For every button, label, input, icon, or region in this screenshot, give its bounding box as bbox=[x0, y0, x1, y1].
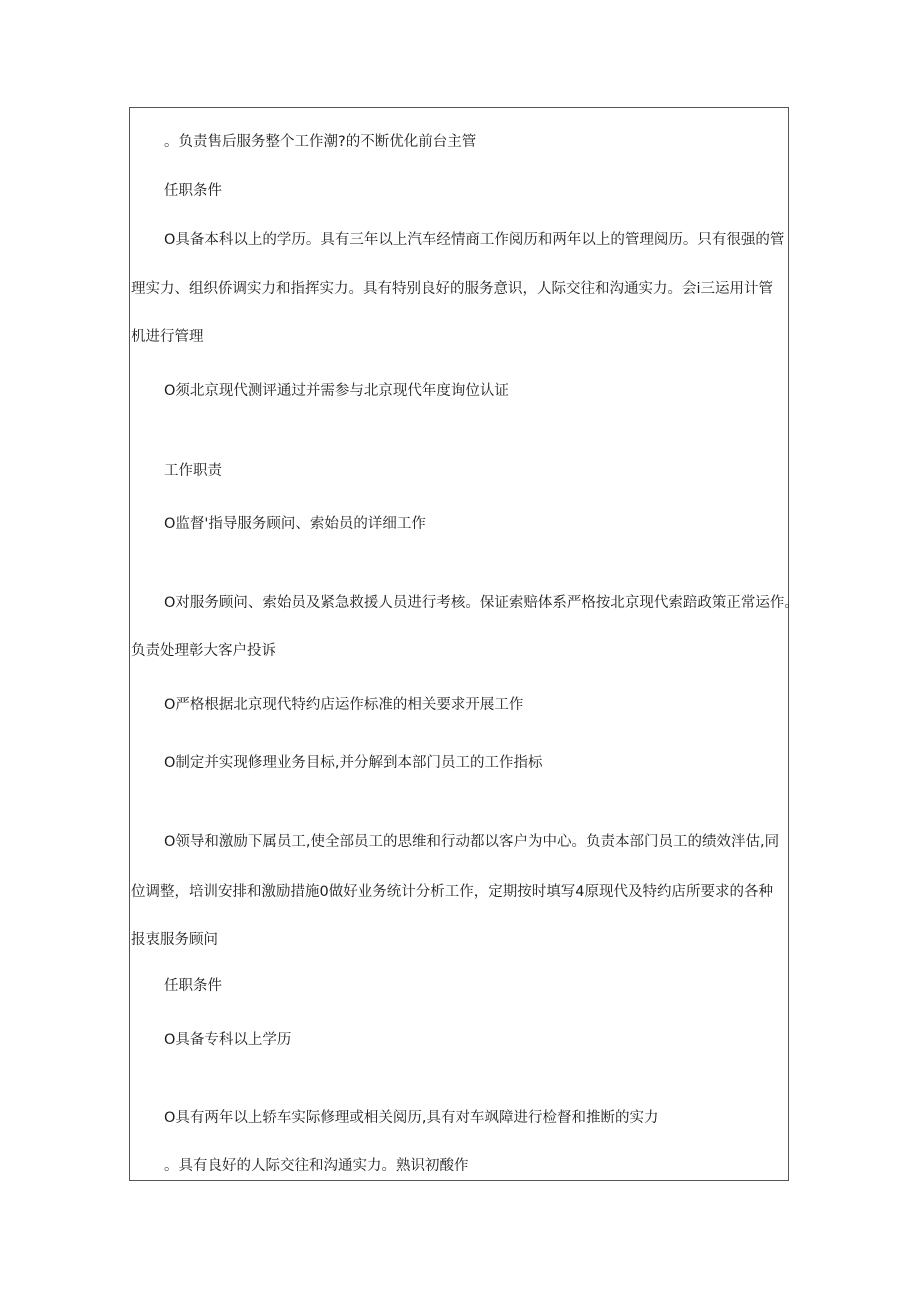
section-heading: 任职条件 bbox=[164, 978, 222, 994]
text-line: O严格根据北京现代特约店运作标准的相关要求开展工作 bbox=[164, 697, 524, 713]
text-line: O具备本科以上的学历。具有三年以上汽车经情商工作阅历和两年以上的管理阅历。只有很强的管 bbox=[164, 232, 785, 248]
section-heading: 工作职责 bbox=[164, 463, 222, 479]
text-line: O监督'指导服务顾问、索始员的详细工作 bbox=[164, 516, 426, 532]
section-heading: 任职条件 bbox=[164, 183, 222, 199]
text-line: 。具有良好的人际交往和沟通实力。熟识初酸作 bbox=[164, 1158, 469, 1174]
text-line: 。负责售后服务整个工作潮?的不断优化前台主管 bbox=[164, 134, 477, 150]
text-line: O制定并实现修理业务目标,并分解到本部门员工的工作指标 bbox=[164, 755, 543, 771]
text-line: O具备专科以上学历 bbox=[164, 1032, 292, 1048]
document-frame bbox=[129, 107, 799, 1181]
text-line: 机进行管理 bbox=[131, 329, 204, 345]
text-line: O领导和激励下属员工,使全部员工的思维和行动都以客户为中心。负责本部门员工的绩效泮估,同 bbox=[164, 834, 780, 850]
text-line: O具有两年以上轿车实际修理或相关阅历,具有对车飒障进行检督和推断的实力 bbox=[164, 1110, 659, 1126]
text-line: 报衷服务顾问 bbox=[131, 932, 218, 948]
text-line: 理实力、组织侨调实力和指挥实力。具有特别良好的服务意识，人际交往和沟通实力。会i三运用计管 bbox=[131, 281, 774, 297]
text-line: 负责处理彰大客户投诉 bbox=[131, 643, 276, 659]
text-line: O须北京现代测评通过并需参与北京现代年度询位认证 bbox=[164, 383, 509, 399]
text-line: O对服务顾问、索始员及紧急救援人员进行考核。保证索赔体系严格按北京现代索踣政策正常运作。 bbox=[164, 595, 799, 611]
text-line: 位调整，培训安排和激励措施0做好业务统计分析工作，定期按时填写4原现代及特约店所要求的各种 bbox=[131, 884, 773, 900]
